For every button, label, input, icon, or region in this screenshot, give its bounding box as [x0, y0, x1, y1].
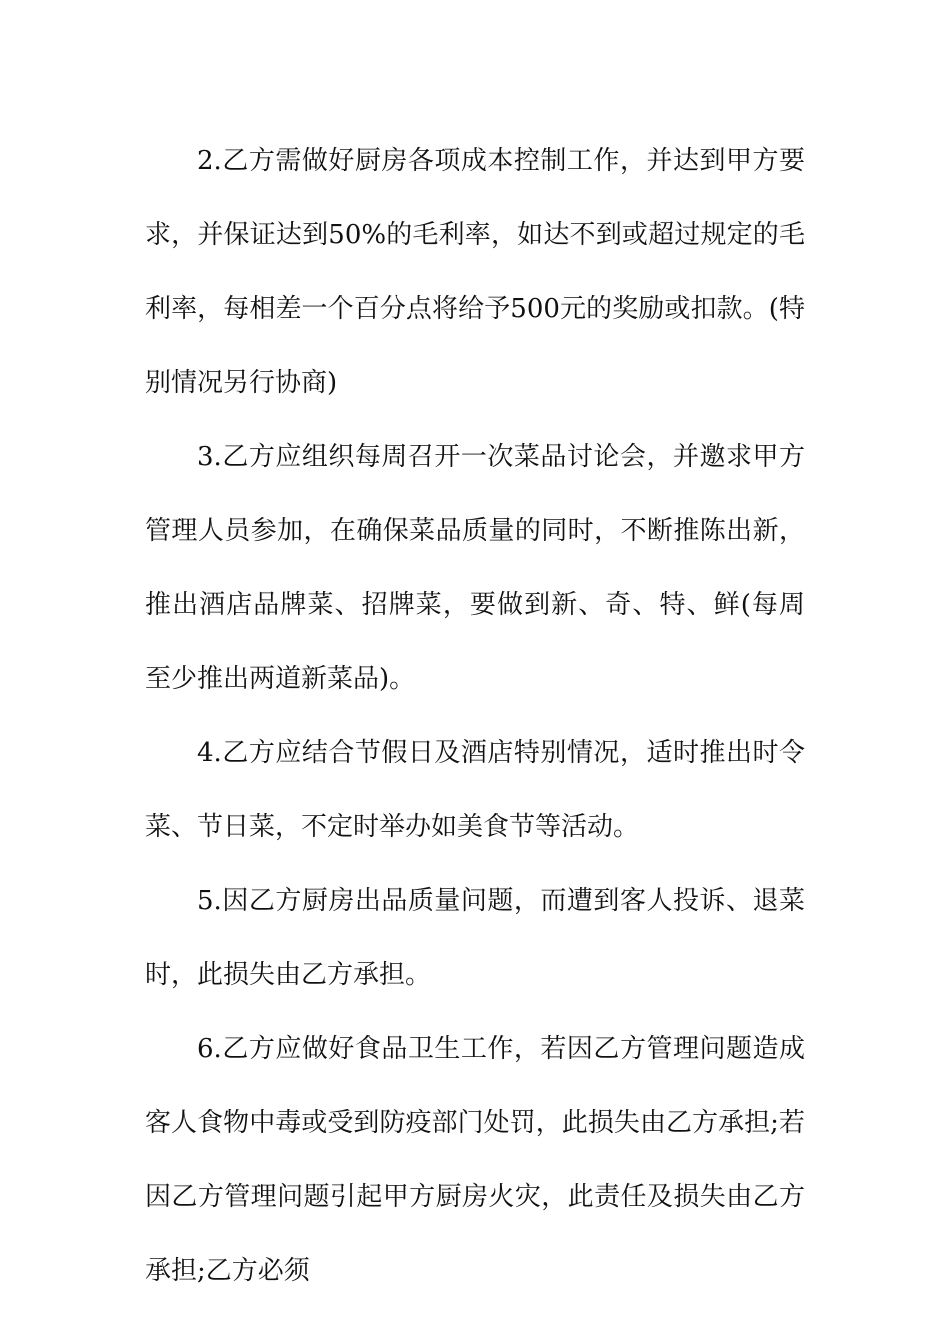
paragraph-clause-2: 2.乙方需做好厨房各项成本控制工作，并达到甲方要求，并保证达到50%的毛利率，如达不到或超过规定的毛利率，每相差一个百分点将给予500元的奖励或扣款。(特别情况另行协商) [145, 146, 805, 398]
paragraph-clause-6: 6.乙方应做好食品卫生工作，若因乙方管理问题造成客人食物中毒或受到防疫部门处罚，此损失由乙方承担;若因乙方管理问题引起甲方厨房火灾，此责任及损失由乙方承担;乙方必须 [145, 1034, 805, 1286]
paragraph-clause-4: 4.乙方应结合节假日及酒店特别情况，适时推出时令菜、节日菜，不定时举办如美食节等活动。 [145, 738, 805, 842]
paragraph-clause-5: 5.因乙方厨房出品质量问题，而遭到客人投诉、退菜时，此损失由乙方承担。 [145, 886, 805, 990]
document-body [145, 124, 805, 1308]
paragraph-clause-3: 3.乙方应组织每周召开一次菜品讨论会，并邀求甲方管理人员参加，在确保菜品质量的同时，不断推陈出新，推出酒店品牌菜、招牌菜，要做到新、奇、特、鲜(每周至少推出两道新菜品)。 [145, 442, 805, 694]
